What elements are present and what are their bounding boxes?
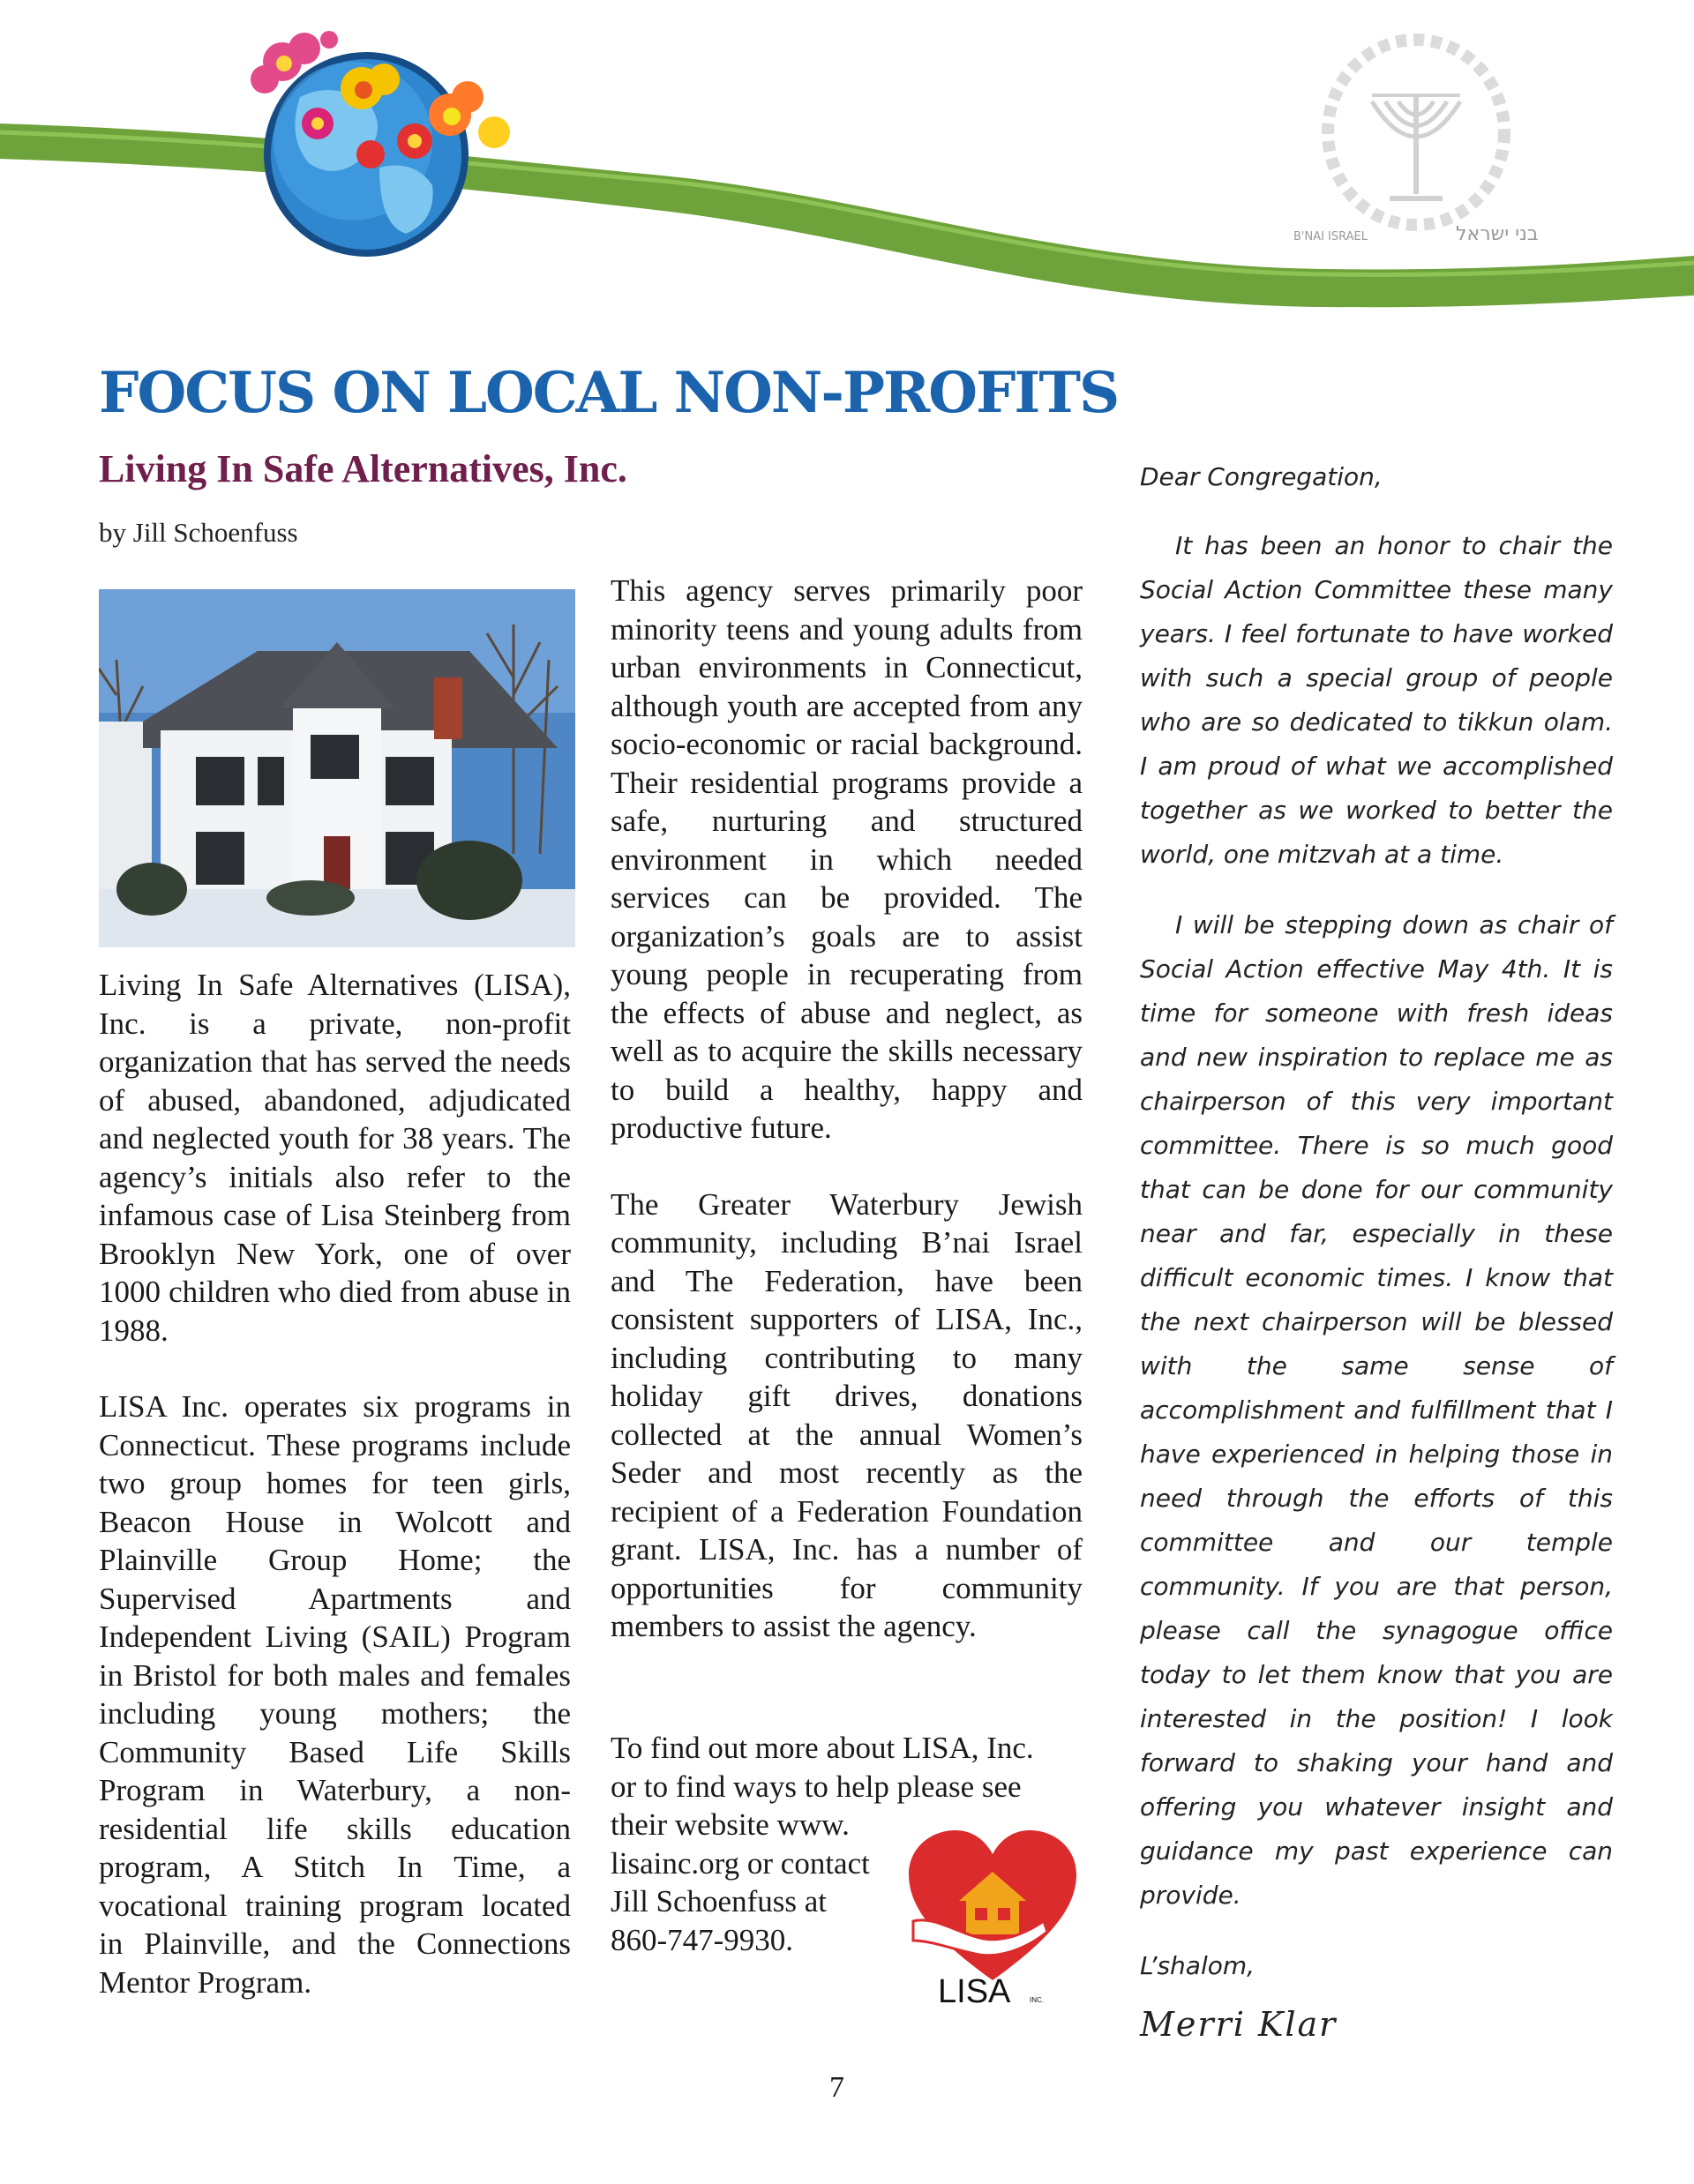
logo-text: LISA	[938, 1973, 1011, 2010]
letter-closing: L’shalom,	[1140, 1951, 1256, 1980]
article-column-1	[99, 966, 571, 2039]
bnai-israel-emblem-icon	[1328, 40, 1504, 225]
letter-paragraph: I will be stepping down as chair of Social Action effective May 4th. It is time for someone with fresh ideas and new inspiration to replace me as chairperson of this very important committee. There is so much good that can be done for our community near and far, especially in these difficult economic times. I know that the next chairperson will be blessed with the same sense of accomplishment and fulfillment that I have experienced in helping those in need through the efforts of this committee and our temple community. If you are that person, please call the synagogue office today to let them know that you are interested in the position! I look forward to shaking your hand and offering you whatever insight and guidance my past experience can provide.	[1140, 910, 1613, 1910]
lisa-logo	[896, 1817, 1090, 2011]
contact-line: or to find ways to help please see	[611, 1769, 1022, 1804]
logo-subtext: INC.	[1030, 1996, 1044, 2004]
emblem-text-en: B'NAI ISRAEL	[1293, 230, 1368, 243]
article-column-2	[611, 572, 1083, 1684]
article-subtitle: Living In Safe Alternatives, Inc.	[99, 447, 627, 490]
house-photo	[99, 589, 575, 947]
website-link[interactable]: lisainc.org or contact	[611, 1845, 870, 1881]
article-paragraph: This agency serves primarily poor minority teens and young adults from urban environments in Connecticut, although youth are accepted from any socio-economic or racial background. Their residential programs provide a safe, nurturing and structured environment in which needed services can be provided. The organization’s goals are to assist young people in recuperating from the effects of abuse and neglect, as well as to acquire the skills necessary to build a healthy, happy and productive future.	[611, 573, 1083, 1145]
letter-signature: Merri Klar	[1140, 2005, 1338, 2044]
article-paragraph: The Greater Waterbury Jewish community, including B’nai Israel and The Federation, have been consistent supporters of LISA, Inc., including contributing to many holiday gift drives, donations collected at the annual Women’s Seder and most recently as the recipient of a Federation Foundation grant. LISA, Inc. has a number of opportunities for community members to assist the agency.	[611, 1186, 1083, 1643]
article-title: FOCUS ON LOCAL NON-PROFITS	[99, 360, 1119, 426]
phone-number: 860-747-9930.	[611, 1922, 794, 1957]
letter-paragraph: It has been an honor to chair the Social Action Committee these many years. I feel fortunate to have worked with such a special group of people who are so dedicated to tikkun olam. I am proud of what we accomplished together as we worked to better the world, one mitzvah at a time.	[1140, 531, 1613, 869]
page-number: 7	[829, 2071, 844, 2104]
letter-column	[1140, 455, 1613, 2046]
byline: by Jill Schoenfuss	[99, 517, 298, 548]
article-paragraph: Living In Safe Alternatives (LISA), Inc. is a private, non-profit organization that has served the needs of abused, abandoned, adjudicated and neglected youth for 38 years. The agency’s initials also refer to the infamous case of Lisa Steinberg from Brooklyn New York, one of over 1000 children who died from abuse in 1988.	[99, 968, 571, 1348]
header-banner	[0, 0, 1694, 353]
website-link[interactable]: their website www.	[611, 1807, 850, 1842]
letter-salutation: Dear Congregation,	[1140, 462, 1383, 491]
emblem-text-he: בני ישראל	[1456, 223, 1539, 245]
article-paragraph: LISA Inc. operates six programs in Connecticut. These programs include two group homes for teen girls, Beacon House in Wolcott and Plainville Group Home; the Supervised Apartments and Independent Living (SAIL) Program in Bristol for both males and females including young mothers; the Community Based Life Skills Program in Waterbury, a non-residential life skills education program, A Stitch In Time, a vocational training program located in Plainville, and the Connections Mentor Program.	[99, 1389, 571, 2000]
contact-line: Jill Schoenfuss at	[611, 1884, 827, 1918]
contact-line: To find out more about LISA, Inc.	[611, 1731, 1034, 1765]
globe-flowers-icon	[251, 31, 510, 253]
